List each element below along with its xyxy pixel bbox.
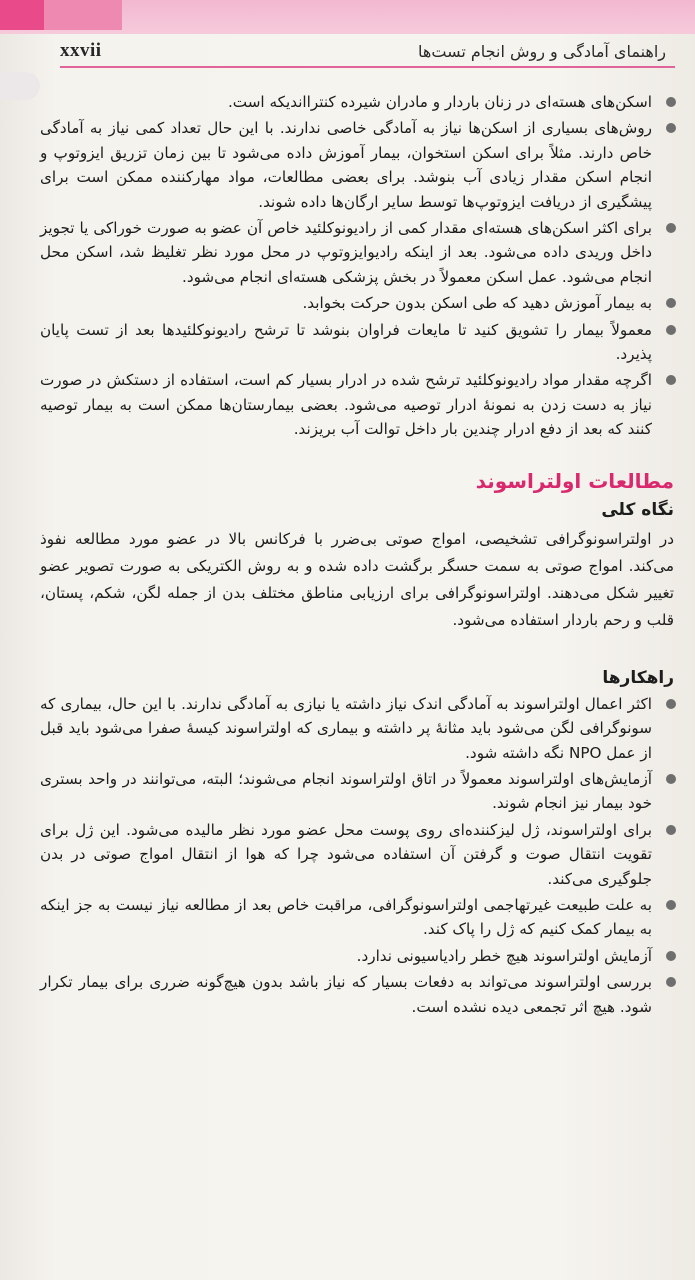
bullet-dot-icon: [666, 298, 676, 308]
bullet-dot-icon: [666, 223, 676, 233]
list-item: [30, 318, 680, 367]
overview-heading: نگاه کلی: [601, 499, 674, 520]
list-item: [30, 216, 680, 289]
list-item-text: روش‌های بسیاری از اسکن‌ها نیاز به آمادگی خاصی ندارند. با این حال تعداد کمی نیاز به آمادگی خاص دارند. مثلاً برای اسکن استخوان، بیمار آموزش داده می‌شود تا بین زمان تزریق ایزوتوپ و انجام اسکن مقدار زیادی آب بنوشد. برای بعضی مطالعات، مواد مهارکننده ممکن است برای پیشگیری از دریافت ایزوتوپ‌ها توسط سایر ارگان‌ها داده شوند.: [40, 119, 652, 211]
bullet-dot-icon: [666, 123, 676, 133]
overview-paragraph: در اولتراسونوگرافی تشخیصی، امواج صوتی بی‌ضرر با فرکانس بالا در عضو مورد مطالعه نفوذ می‌کند. امواج صوتی به سمت حسگر برگشت داده شده و به روش الکتریکی به صورت تصویر عضو تغییر شکل می‌دهند. اولتراسونوگرافی برای ارزیابی مناطق مختلف بدن از جمله لگن، شکم، پستان، قلب و رحم باردار استفاده می‌شود.: [40, 529, 674, 629]
list-item: [30, 818, 680, 891]
list-item: [30, 368, 680, 441]
page-number: xxvii: [60, 40, 102, 61]
band-mid-tab: [44, 0, 122, 30]
header-rule: [60, 66, 675, 68]
list-item: [30, 291, 680, 315]
list-item-text: به بیمار آموزش دهید که طی اسکن بدون حرکت بخوابد.: [302, 294, 652, 313]
nuclear-scan-list: [30, 90, 680, 442]
list-item-text: اسکن‌های هسته‌ای در زنان باردار و مادران شیرده کنترااندیکه است.: [227, 93, 652, 111]
guidelines-heading: راهکارها: [602, 667, 674, 688]
bullet-dot-icon: [666, 97, 676, 107]
list-item: [30, 767, 680, 816]
list-item-text: آزمایش اولتراسوند هیچ خطر رادیاسیونی ندارد.: [356, 946, 652, 965]
band-dark-tab: [0, 0, 44, 30]
bullet-dot-icon: [666, 774, 676, 784]
list-item: [30, 116, 680, 214]
bullet-dot-icon: [666, 699, 676, 709]
bullet-dot-icon: [666, 825, 676, 835]
bullet-dot-icon: [666, 951, 676, 961]
bullet-dot-icon: [666, 325, 676, 335]
list-item: [30, 90, 680, 114]
list-item-text: اکثر اعمال اولتراسوند به آمادگی اندک نیاز داشته یا نیازی به آمادگی ندارند. با این حال، بیماری که سونوگرافی لگن می‌شود باید مثانهٔ پر داشته و بیماری که اولتراسوند کیسهٔ صفرا می‌شود باید قبل از عمل NPO نگه داشته شود.: [40, 694, 652, 762]
top-color-band: [0, 0, 695, 34]
list-item: [30, 944, 680, 968]
page-header: [60, 38, 680, 66]
list-item-text: به علت طبیعت غیرتهاجمی اولتراسونوگرافی، مراقبت خاص بعد از مطالعه نیاز نیست به جز اینکه به بیمار کمک کنیم که ژل را پاک کند.: [40, 895, 652, 939]
page-content: [30, 90, 680, 1021]
list-item-text: برای اولتراسوند، ژل لیزکننده‌ای روی پوست محل عضو مورد نظر مالیده می‌شود. این ژل برای تقویت انتقال صوت و گرفتن آن استفاده می‌شود چرا که هوا از انتقال امواج صوتی در بدن جلوگیری می‌کند.: [40, 820, 652, 888]
bullet-dot-icon: [666, 375, 676, 385]
bullet-dot-icon: [666, 977, 676, 987]
bullet-dot-icon: [666, 900, 676, 910]
list-item-text: برای اکثر اسکن‌های هسته‌ای مقدار کمی از رادیونوکلئید خاص آن عضو به صورت خوراکی یا تجویز داخل وریدی داده می‌شود. بعد از اینکه رادیوایزوتوپ در محل مورد نظر تغلیظ شد، اسکن محل انجام می‌شود. عمل اسکن معمولاً در بخش پزشکی هسته‌ای انجام می‌شود.: [40, 219, 652, 286]
list-item-text: معمولاً بیمار را تشویق کنید تا مایعات فراوان بنوشد تا ترشح رادیونوکلئیدها بعد از تست پایان پذیرد.: [40, 320, 652, 364]
guidelines-list: [30, 692, 680, 1019]
list-item: [30, 970, 680, 1019]
running-title: راهنمای آمادگی و روش انجام تست‌ها: [418, 42, 666, 61]
section-title: مطالعات اولتراسوند: [475, 468, 674, 493]
list-item-text: بررسی اولتراسوند می‌تواند به دفعات بسیار که نیاز باشد بدون هیچ‌گونه ضرری برای بیمار تکرار شود. هیچ اثر تجمعی دیده نشده است.: [40, 973, 652, 1016]
list-item: [30, 893, 680, 942]
list-item: [30, 692, 680, 765]
list-item-text: اگرچه مقدار مواد رادیونوکلئید ترشح شده در ادرار بسیار کم است، استفاده از دستکش در صورت نیاز به دست زدن به نمونهٔ ادرار توصیه می‌شود. بعضی بیمارستان‌ها ممکن است به بیمار توصیه کنند که بعد از دفع ادرار چندین بار داخل توالت آب بریزند.: [40, 371, 652, 439]
list-item-text: آزمایش‌های اولتراسوند معمولاً در اتاق اولتراسوند انجام می‌شوند؛ البته، می‌توانند در واحد بستری خود بیمار نیز انجام شوند.: [40, 769, 652, 813]
